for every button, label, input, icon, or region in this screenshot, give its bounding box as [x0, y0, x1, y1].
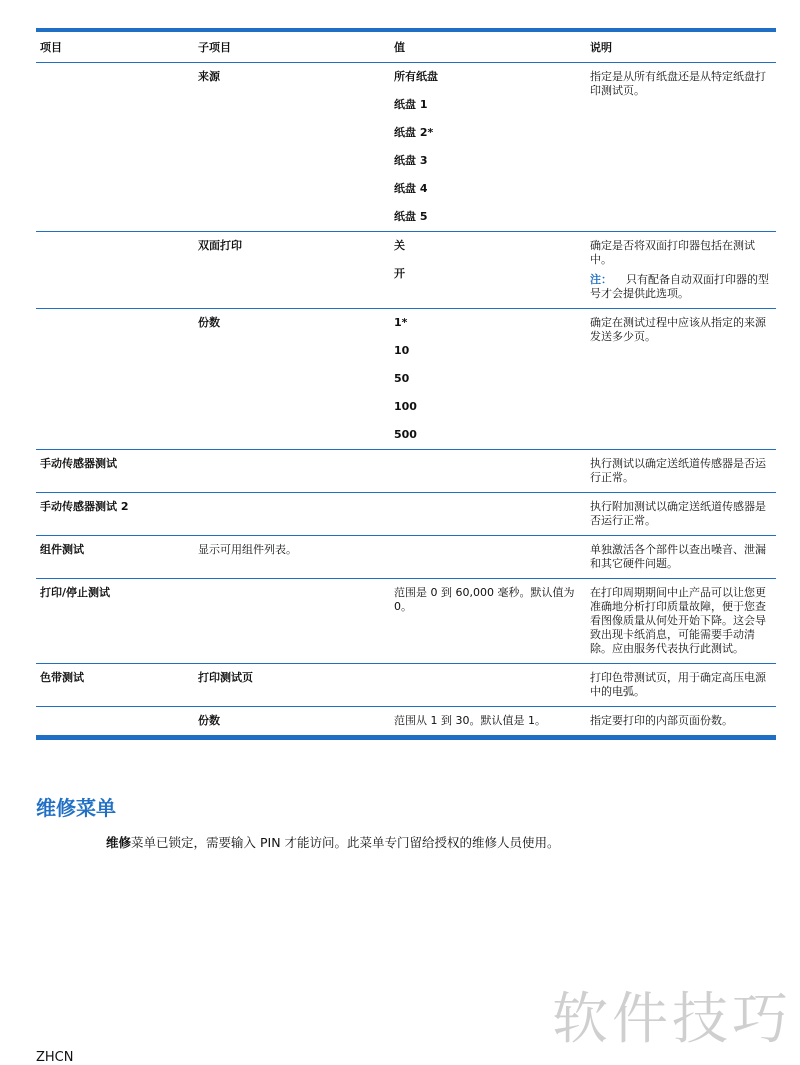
header-value: 值 [394, 41, 405, 54]
note-text: 只有配备自动双面打印器的型号才会提供此选项。 [590, 273, 769, 300]
row-subitem: 来源 [198, 70, 220, 83]
table-row [36, 579, 776, 664]
note [590, 273, 772, 301]
row-item: 组件测试 [40, 543, 84, 556]
row-desc: 单独激活各个部件以查出噪音、泄漏和其它硬件问题。 [590, 543, 766, 570]
table-row [36, 309, 776, 450]
value-option: 100 [394, 400, 417, 413]
paragraph-text: 菜单已锁定，需要输入 PIN 才能访问。此菜单专门留给授权的维修人员使用。 [131, 835, 560, 850]
row-desc: 执行测试以确定送纸道传感器是否运行正常。 [590, 457, 766, 484]
row-subitem: 打印测试页 [198, 671, 253, 684]
row-value [394, 500, 590, 528]
value-option: 10 [394, 344, 410, 357]
section-title: 维修菜单 [36, 796, 116, 820]
row-value [394, 671, 590, 699]
row-item [36, 239, 198, 301]
row-desc: 执行附加测试以确定送纸道传感器是否运行正常。 [590, 500, 766, 527]
row-subitem: 份数 [198, 714, 220, 727]
row-item: 手动传感器测试 [40, 457, 117, 470]
row-value [394, 543, 590, 571]
section-paragraph [106, 833, 560, 851]
table-row [36, 450, 776, 493]
table-row [36, 664, 776, 707]
table-row [36, 232, 776, 309]
value-option: 1* [394, 316, 408, 329]
value-option: 纸盘 5 [394, 210, 428, 223]
row-item [36, 316, 198, 442]
watermark: 软件技巧 [552, 987, 792, 1052]
table-bottom-rule [36, 736, 776, 740]
row-values [394, 70, 590, 224]
row-subitem: 显示可用组件列表。 [198, 543, 297, 556]
value-option: 纸盘 1 [394, 98, 428, 111]
value-option: 关 [394, 239, 405, 252]
row-value: 范围是 0 到 60,000 毫秒。默认值为 0。 [394, 586, 575, 613]
row-subitem: 双面打印 [198, 239, 242, 252]
header-item: 项目 [40, 41, 62, 54]
row-values [394, 239, 590, 301]
row-subitem: 份数 [198, 316, 220, 329]
row-desc: 指定要打印的内部页面份数。 [590, 714, 733, 727]
settings-table [36, 28, 776, 740]
value-option: 500 [394, 428, 417, 441]
value-option: 纸盘 3 [394, 154, 428, 167]
header-subitem: 子项目 [198, 41, 231, 54]
row-item [36, 714, 198, 728]
table-row [36, 493, 776, 536]
table-row [36, 63, 776, 232]
row-subitem [198, 586, 394, 656]
value-option: 50 [394, 372, 410, 385]
row-desc: 打印色带测试页，用于确定高压电源中的电弧。 [590, 671, 766, 698]
table-row [36, 707, 776, 736]
paragraph-bold: 维修 [106, 835, 132, 850]
page-footer: ZHCN [36, 1050, 74, 1065]
row-item: 手动传感器测试 2 [40, 500, 129, 513]
table-row [36, 536, 776, 579]
value-option: 开 [394, 267, 405, 280]
row-desc: 确定是否将双面打印器包括在测试中。 [590, 239, 755, 266]
row-item: 色带测试 [40, 671, 84, 684]
row-desc: 确定在测试过程中应该从指定的来源发送多少页。 [590, 316, 766, 343]
value-option: 纸盘 2* [394, 126, 434, 139]
row-value [394, 457, 590, 485]
row-item [36, 70, 198, 224]
table-header-row [36, 32, 776, 63]
row-value: 范围从 1 到 30。默认值是 1。 [394, 714, 546, 727]
row-subitem [198, 457, 394, 485]
row-desc: 在打印周期期间中止产品可以让您更准确地分析打印质量故障，便于您查看图像质量从何处开始下降。这会导致出现卡纸消息，可能需要手动清除。应由服务代表执行此测试。 [590, 586, 766, 655]
row-desc-block [590, 239, 776, 301]
row-subitem [198, 500, 394, 528]
note-label: 注： [590, 273, 612, 286]
row-values [394, 316, 590, 442]
row-item: 打印/停止测试 [40, 586, 111, 599]
value-option: 纸盘 4 [394, 182, 428, 195]
row-desc: 指定是从所有纸盘还是从特定纸盘打印测试页。 [590, 70, 766, 97]
value-option: 所有纸盘 [394, 70, 438, 83]
header-desc: 说明 [590, 41, 612, 54]
